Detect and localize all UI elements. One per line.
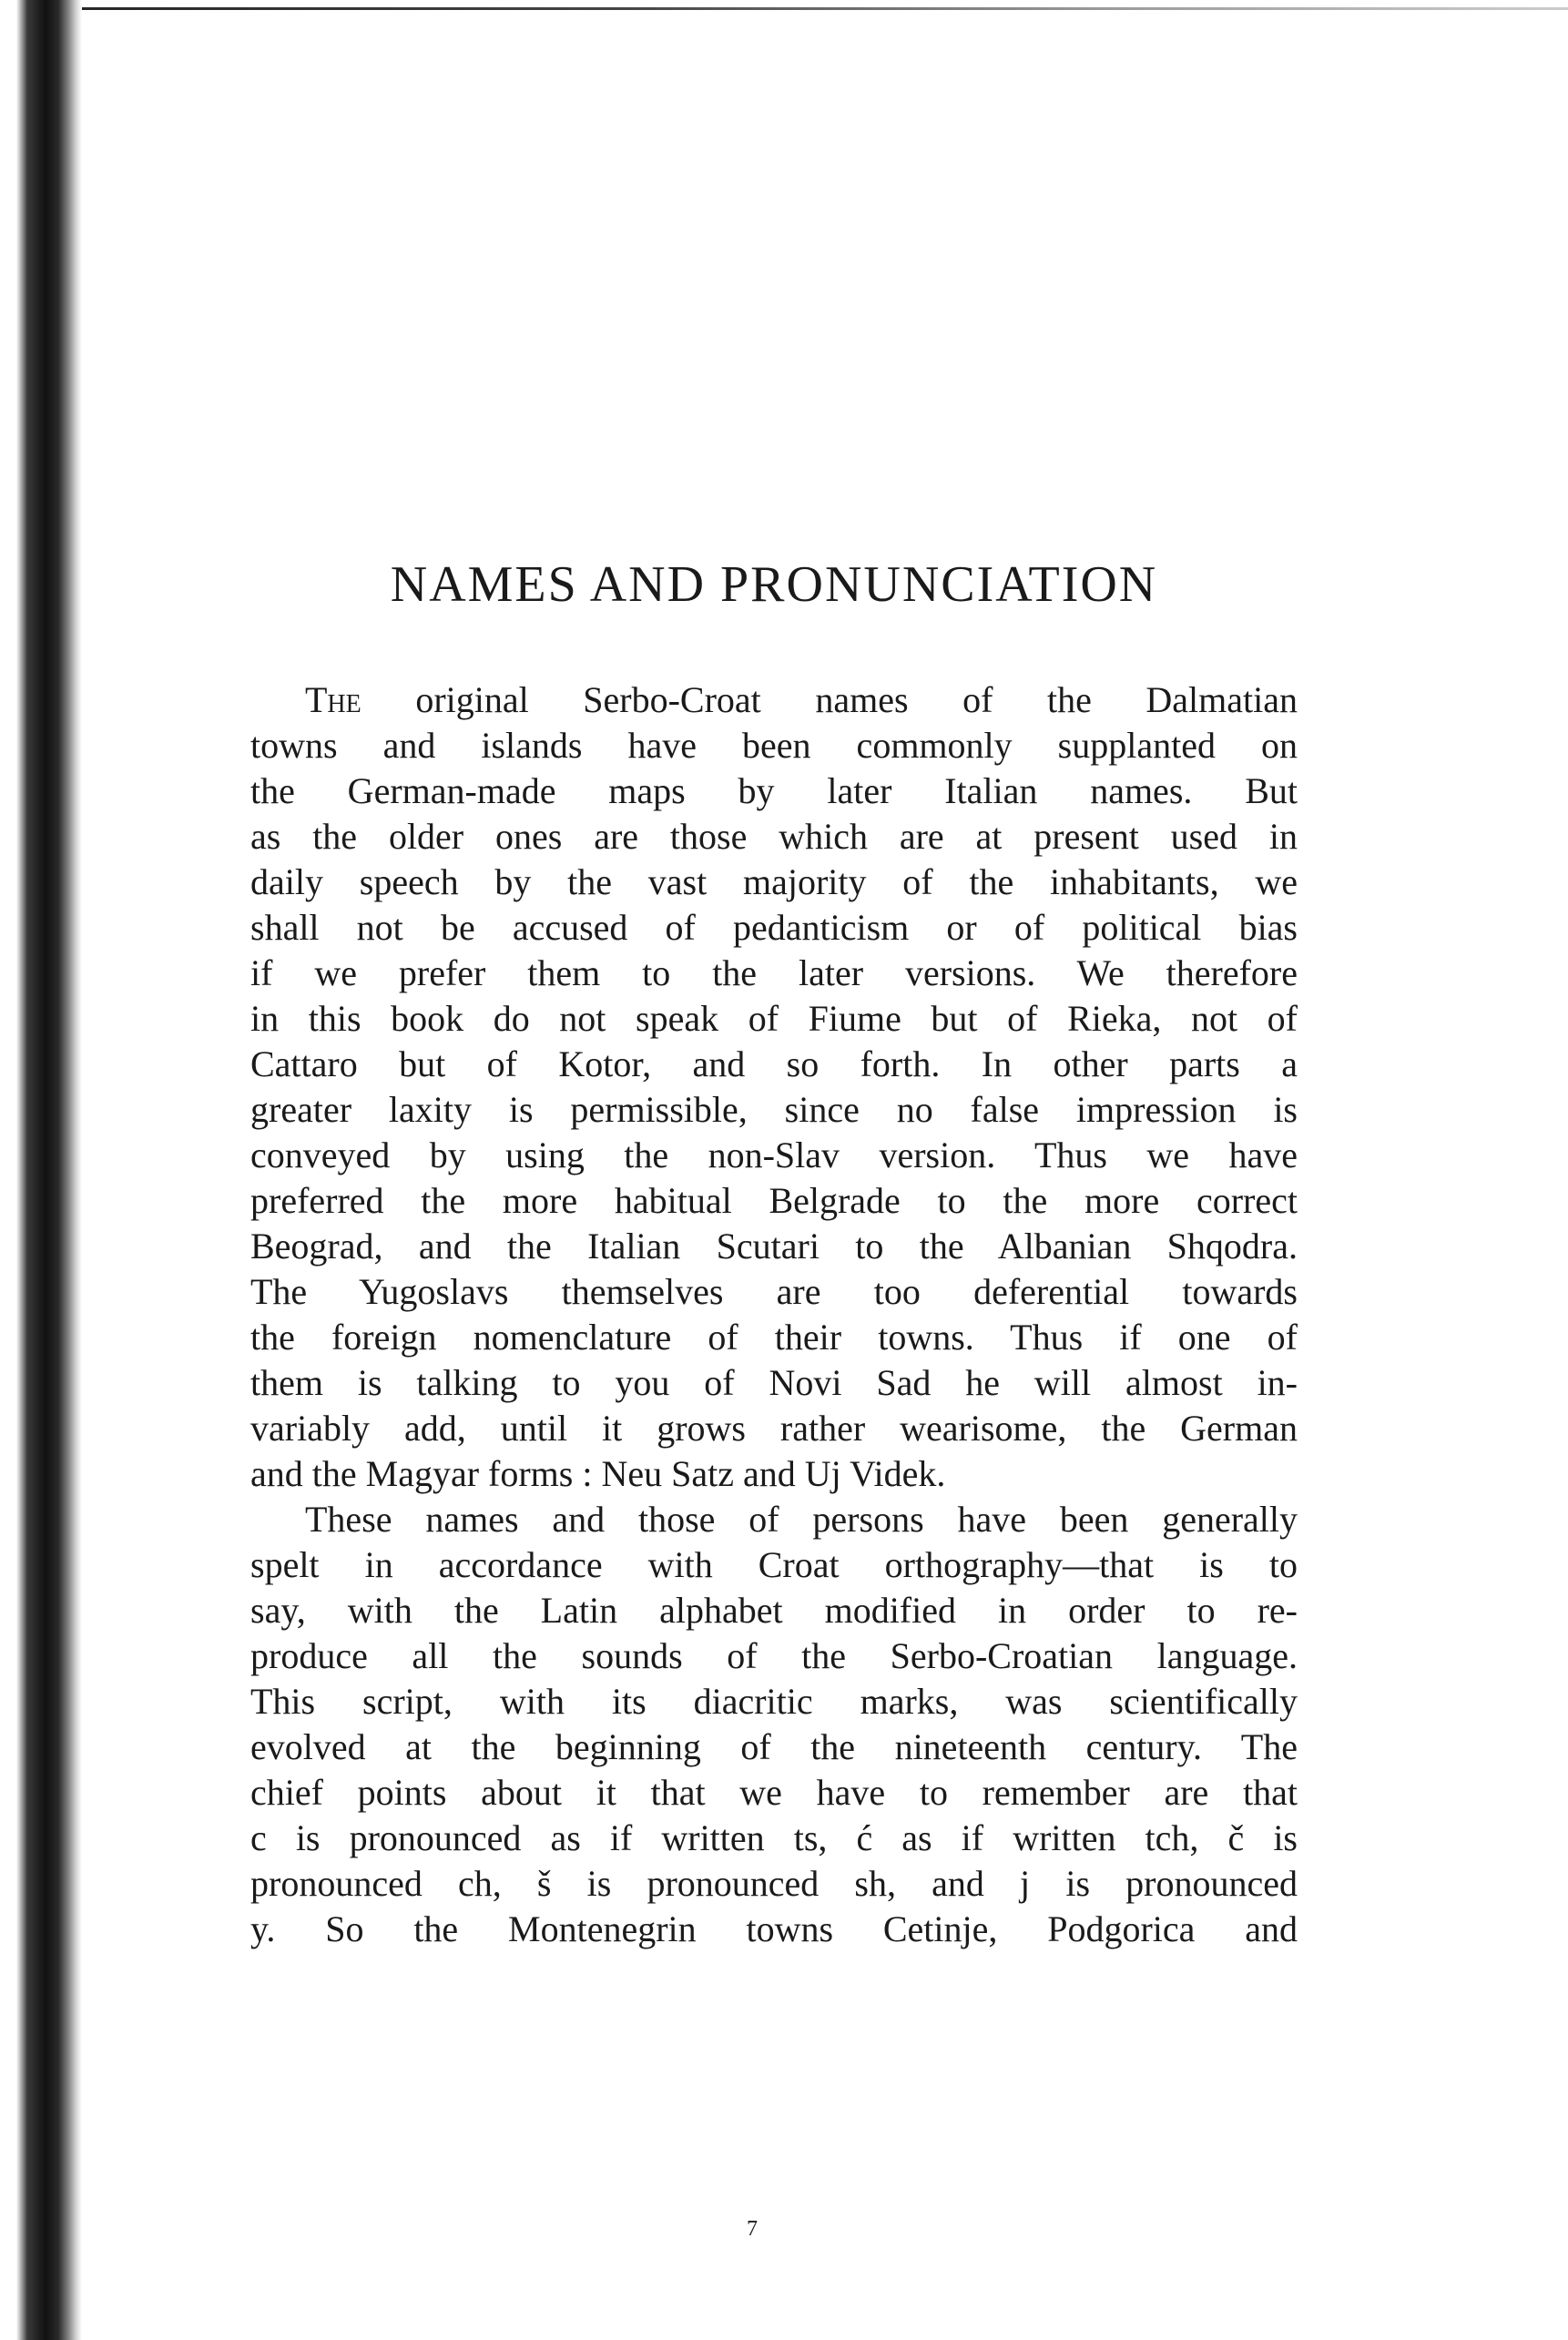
paragraph-line: y. So the Montenegrin towns Cetinje, Podgorica and xyxy=(250,1908,1298,1949)
top-edge-rule xyxy=(0,7,1568,10)
paragraph-line: them is talking to you of Novi Sad he will almost in- xyxy=(250,1362,1298,1403)
paragraph-line: the German-made maps by later Italian names. But xyxy=(250,770,1298,811)
paragraph-line: produce all the sounds of the Serbo-Croatian language. xyxy=(250,1635,1298,1676)
paragraph-line: This script, with its diacritic marks, was scientifically xyxy=(250,1681,1298,1722)
paragraph-1-line-1 xyxy=(250,677,1298,723)
page-number: 7 xyxy=(747,2217,758,2241)
paragraph-line: variably add, until it grows rather wearisome, the German xyxy=(250,1408,1298,1449)
paragraph-line: evolved at the beginning of the nineteenth century. The xyxy=(250,1726,1298,1767)
paragraph-line: if we prefer them to the later versions. We therefore xyxy=(250,952,1298,993)
paragraph-line: towns and islands have been commonly supplanted on xyxy=(250,725,1298,766)
page-binding-shadow xyxy=(0,0,82,2340)
paragraph-line: preferred the more habitual Belgrade to the more correct xyxy=(250,1180,1298,1221)
chapter-title: NAMES AND PRONUNCIATION xyxy=(390,556,1158,613)
paragraph-line: and the Magyar forms : Neu Satz and Uj Videk. xyxy=(250,1453,946,1494)
paragraph-1-lead-word: The xyxy=(305,679,361,720)
paragraph-line: conveyed by using the non-Slav version. Thus we have xyxy=(250,1134,1298,1175)
paragraph-line: spelt in accordance with Croat orthography—that is to xyxy=(250,1544,1298,1585)
paragraph-line: chief points about it that we have to remember are that xyxy=(250,1772,1298,1813)
paragraph-2 xyxy=(250,1497,1298,1952)
paragraph-line: These names and those of persons have been generally xyxy=(305,1499,1298,1540)
paragraph-line: Cattaro but of Kotor, and so forth. In other parts a xyxy=(250,1043,1298,1084)
paragraph-1 xyxy=(250,677,1298,1497)
paragraph-line: greater laxity is permissible, since no false impression is xyxy=(250,1089,1298,1130)
page-body xyxy=(250,555,1298,1952)
paragraph-line: pronounced ch, š is pronounced sh, and j is pronounced xyxy=(250,1863,1298,1904)
paragraph-line: in this book do not speak of Fiume but of Rieka, not of xyxy=(250,998,1298,1039)
paragraph-line: c is pronounced as if written ts, ć as if written tch, č is xyxy=(250,1817,1298,1858)
paragraph-line: Beograd, and the Italian Scutari to the Albanian Shqodra. xyxy=(250,1226,1298,1267)
paragraph-line: as the older ones are those which are at present used in xyxy=(250,816,1298,857)
paragraph-line: say, with the Latin alphabet modified in order to re- xyxy=(250,1590,1298,1631)
paragraph-line: the foreign nomenclature of their towns. Thus if one of xyxy=(250,1317,1298,1358)
paragraph-line: shall not be accused of pedanticism or of political bias xyxy=(250,907,1298,948)
paragraph-1-first-line-rest: original Serbo-Croat names of the Dalmatian xyxy=(361,679,1298,720)
paragraph-line: The Yugoslavs themselves are too deferential towards xyxy=(250,1271,1298,1312)
paragraph-line: daily speech by the vast majority of the inhabitants, we xyxy=(250,861,1298,902)
